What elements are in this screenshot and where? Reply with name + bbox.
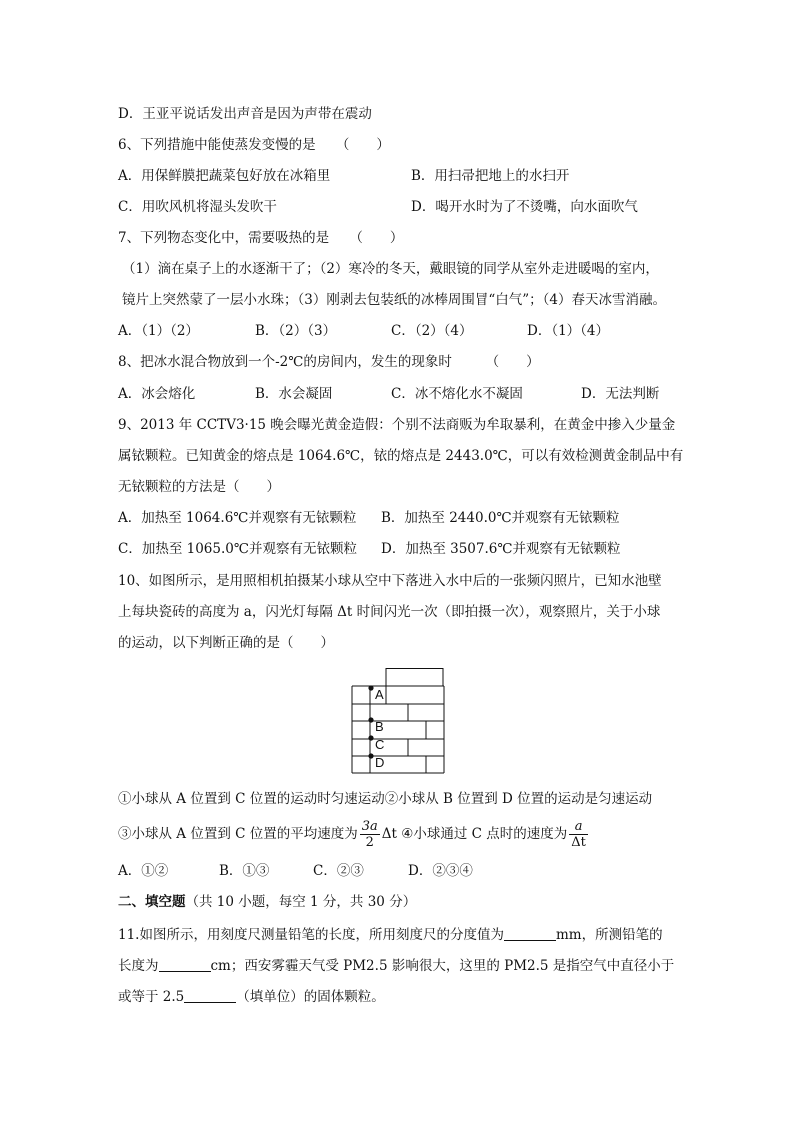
q9-line3: 无铱颗粒的方法是（ ）: [118, 479, 280, 495]
q7-body-line1: （1）滴在桌子上的水逐渐干了；（2）寒冷的冬天，戴眼镜的同学从室外走进暖喝的室内，: [122, 261, 659, 277]
q7-option-c: C．（2）（4）: [391, 323, 473, 339]
ball-position-b: [368, 717, 373, 722]
q6-stem: 6、下列措施中能使蒸发变慢的是 （ ）: [118, 137, 390, 153]
section2-note: （共 10 小题，每空 1 分，共 30 分）: [185, 894, 417, 910]
q6-option-a: A．用保鲜膜把蔬菜包好放在冰箱里: [118, 168, 331, 184]
ball-position-a: [368, 685, 373, 690]
q7-option-d: D．（1）（4）: [527, 323, 610, 339]
frac1-denominator: 2: [365, 835, 374, 850]
q6-option-c: C．用吹风机将湿头发吹干: [118, 199, 277, 215]
q11-l1a: 11.如图所示，用刻度尺测量铅笔的长度，所用刻度尺的分度值为: [118, 927, 504, 943]
q10-statements-1-2: ①小球从 A 位置到 C 位置的运动时匀速运动②小球从 B 位置到 D 位置的运动是匀速运动: [118, 791, 653, 807]
q10-line2: 上每块瓷砖的高度为 a，闪光灯每隔 Δt 时间闪光一次（即拍摄一次），观察照片，关于小球: [118, 604, 661, 620]
q10-option-a: A．①②: [118, 863, 169, 879]
q8-option-a: A．冰会熔化: [118, 386, 196, 402]
q9-option-a: A．加热至 1064.6℃并观察有无铱颗粒: [118, 510, 357, 526]
q11-line2: [118, 957, 674, 975]
q8-option-d: D．无法判断: [581, 386, 660, 402]
label-d: D: [375, 755, 385, 770]
fraction-a-over-dt: [569, 819, 588, 850]
q7-option-b: B．（2）（3）: [255, 323, 337, 339]
q10-line3: 的运动，以下判断正确的是（ ）: [118, 635, 334, 651]
label-b: B: [375, 719, 384, 734]
q10-line1: 10、如图所示，是用照相机拍摄某小球从空中下落进入水中后的一张频闪照片，已知水池壁: [118, 573, 662, 589]
q6-option-d: D．喝开水时为了不烫嘴，向水面吹气: [411, 199, 638, 215]
q10-option-c: C．②③: [313, 863, 364, 879]
q5-option-d: D．王亚平说话发出声音是因为声带在震动: [118, 106, 372, 122]
frac1-numerator: 3a: [361, 819, 378, 834]
q11-l2b: cm；西安雾霾天气受 PM2.5 影响很大，这里的 PM2.5 是指空气中直径小于: [210, 958, 675, 974]
q7-stem: 7、下列物态变化中，需要吸热的是 （ ）: [118, 230, 404, 246]
stmt4-prefix: ④小球通过 C 点时的速度为: [401, 826, 568, 842]
q8-stem: 8、把冰水混合物放到一个-2℃的房间内，发生的现象时 （ ）: [118, 354, 540, 370]
q11-line3: [118, 988, 385, 1006]
q7-option-a: A．（1）（2）: [118, 323, 199, 339]
brick-wall-diagram: [350, 668, 450, 776]
q8-option-c: C．冰不熔化水不凝固: [391, 386, 523, 402]
q11-l2a: 长度为: [118, 958, 159, 974]
q9-option-b: B．加热至 2440.0℃并观察有无铱颗粒: [381, 510, 620, 526]
stmt3-prefix: ③小球从 A 位置到 C 位置的平均速度为: [118, 826, 358, 842]
q9-option-d: D．加热至 3507.6℃并观察有无铱颗粒: [381, 541, 621, 557]
q9-option-c: C．加热至 1065.0℃并观察有无铱颗粒: [118, 541, 357, 557]
ball-position-d: [368, 753, 373, 758]
label-a: A: [375, 687, 384, 702]
answer-blank-3[interactable]: [184, 988, 236, 1003]
frac2-numerator: a: [569, 819, 588, 835]
q9-line2: 属铱颗粒。已知黄金的熔点是 1064.6℃，铱的熔点是 2443.0℃，可以有效检测黄金制品中有: [118, 448, 684, 464]
section2-header: [118, 893, 416, 911]
fraction-3a-over-2: [360, 819, 380, 850]
tile-row0-b: [386, 669, 443, 687]
q11-l1b: mm，所测铅笔的: [555, 927, 663, 943]
q9-line1: 9、2013 年 CCTV3·15 晚会曝光黄金造假：个别不法商贩为牟取暴利，在黄金中掺入少量金: [118, 417, 676, 433]
q6-option-b: B．用扫帚把地上的水扫开: [411, 168, 570, 184]
q10-option-b: B．①③: [219, 863, 270, 879]
frac1-suffix: Δt: [381, 826, 397, 842]
answer-blank-2[interactable]: [159, 957, 211, 972]
label-c: C: [375, 737, 385, 752]
q11-l3b: （填单位）的固体颗粒。: [236, 989, 385, 1005]
answer-blank-1[interactable]: [504, 926, 556, 941]
section2-heading: 二、填空题: [118, 894, 186, 910]
frac2-denominator: Δt: [571, 835, 586, 850]
q8-option-b: B．水会凝固: [255, 386, 333, 402]
q10-statements-3-4: [118, 814, 590, 854]
ball-position-c: [368, 735, 373, 740]
q11-line1: [118, 926, 663, 944]
q11-l3a: 或等于 2.5: [118, 989, 185, 1005]
q7-body-line2: 镜片上突然蒙了一层小水珠；（3）刚剥去包装纸的冰棒周围冒“白气”；（4）春天冰雪消融。: [122, 292, 666, 308]
q10-option-d: D．②③④: [408, 863, 473, 879]
